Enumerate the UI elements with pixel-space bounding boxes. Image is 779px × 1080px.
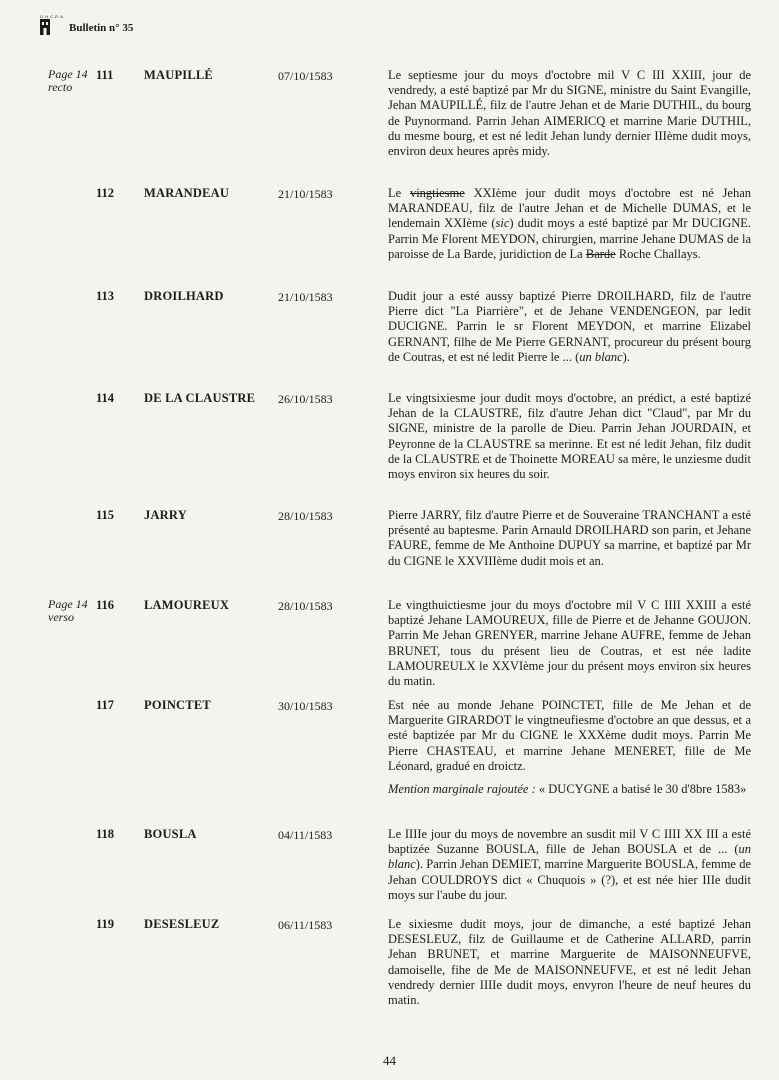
entry-number: 111 xyxy=(96,68,114,82)
entry-surname: POINCTET xyxy=(144,698,211,712)
page-ref-side: verso xyxy=(48,610,74,624)
entry-number: 116 xyxy=(96,598,115,612)
page-header xyxy=(40,14,133,35)
entry-number: 117 xyxy=(96,698,115,712)
text-part: ). Parrin Jehan DEMIET, marrine Marguerite BOUSLA, femme de Jehan COULDROYS dict « Chuquois » (?), et est née hier IIIe dudit moys sur l'aube du jour. xyxy=(388,857,751,902)
marginal-note-label: Mention marginale rajoutée : xyxy=(388,782,536,797)
entry-number: 113 xyxy=(96,289,115,303)
text-part: Dudit jour a esté aussy baptizé Pierre DROILHARD, filz de l'autre Pierre dict "La Piarrière", et de Jehane VENDENGEON, par ledit DUCIGNE. Parrin le sr Florent MEYDON, et marrine Elizabel GERNANT, filhe de Me Pierre GERNANT, procureur du présent bourg de Coutras, et est né ledit Pierre le ... ( xyxy=(388,289,751,364)
entry-number: 119 xyxy=(96,917,115,931)
text-part: ) dudit moys a esté baptizé par Mr DUCIGNE. Parrin Me Florent MEYDON, chirurgien, marrine Jehane DUMAS de la paroisse de La Barde, juridiction de La xyxy=(388,216,752,261)
entry-date: 26/10/1583 xyxy=(278,392,333,406)
page-ref-side: recto xyxy=(48,80,73,94)
marginal-note-text: « DUCYGNE a batisé le 30 d'8bre 1583» xyxy=(535,782,747,797)
page-ref-label: Page 14 xyxy=(48,597,88,611)
marginal-note xyxy=(388,782,751,797)
entry-date: 06/11/1583 xyxy=(278,918,333,932)
entry-surname: MAUPILLÉ xyxy=(144,68,213,82)
entry-surname: DROILHARD xyxy=(144,289,224,303)
entry-surname: JARRY xyxy=(144,508,187,522)
entry-text xyxy=(388,186,751,262)
castle-icon xyxy=(40,19,50,35)
entry-paragraph: Pierre JARRY, filz d'autre Pierre et de Souveraine TRANCHANT a esté présenté au baptesme. Parin Arnauld DROILHARD son parin, et Jehane FAURE, femme de Me Anthoine DUPUY sa marrine, et baptizé par Mr du CIGNE le XXVIIIème dudit mois et an. xyxy=(388,508,751,568)
entry-paragraph xyxy=(388,827,751,903)
entry-surname: DE LA CLAUSTRE xyxy=(144,391,256,405)
entry-paragraph: Le sixiesme dudit moys, jour de dimanche, a esté baptizé Jehan DESESLEUZ, filz de Guillaume et de Catherine ALLARD, parrin Jehan BRUNET, et marrine Marguerite de MAISONNEUFVE, damoiselle, fihe de Me de MAISONNEUFVE, et est né ledit Jehan vendredy dernier IIIIe dudit moys, envyron l'heure de neuf heures du matin. xyxy=(388,917,751,1008)
entry-date: 30/10/1583 xyxy=(278,699,333,713)
bulletin-title: Bulletin n° 35 xyxy=(69,22,134,34)
entry-number: 115 xyxy=(96,508,115,522)
logo-text: G.H.C.R.A. xyxy=(40,14,66,19)
text-part: Roche Challays. xyxy=(615,246,701,261)
page-number: 44 xyxy=(383,1053,396,1068)
entry-surname: DESESLEUZ xyxy=(144,917,220,931)
entry-date: 07/10/1583 xyxy=(278,69,333,83)
struck-word: vingtiesme xyxy=(409,186,465,200)
entry-number: 114 xyxy=(96,391,115,405)
page-reference xyxy=(48,598,88,624)
entry-paragraph: Le vingthuictiesme jour du moys d'octobre mil V C IIII XXIII a esté baptizé Jehane LAMOUREUX, fille de Pierre et de Jehanne GOUJON. Parrin Me Jehan GRENYER, marrine Jehane AUFRE, femme de Jehan BRUNET, tous du présent lieu de Coutras, et est née ladite LAMOUREULX le XXVIème jour du présent moys environ six heures du matin. xyxy=(388,598,751,689)
entry-surname: MARANDEAU xyxy=(144,186,230,200)
entry-date: 04/11/1583 xyxy=(278,828,333,842)
entry-text xyxy=(388,289,751,365)
entry-surname: BOUSLA xyxy=(144,827,197,841)
entry-number: 118 xyxy=(96,827,115,841)
entry-paragraph xyxy=(388,289,751,365)
struck-word: Barde xyxy=(585,246,616,261)
text-part: Le xyxy=(388,186,410,200)
page-ref-label: Page 14 xyxy=(48,67,88,81)
entry-paragraph: Le septiesme jour du moys d'octobre mil V C III XXIII, jour de vendredy, a esté baptizé par Mr du SIGNE, ministre du Saint Evangille, Jehan MAUPILLÉ, filz de l'autre Jehan et de Marie DUTHIL, du bourg de Puynormand. Parrin Jehan AIMERICQ et marrine Marie DUTHIL, du mesme bourg, et est né ledit Jehan lundy dernier IIIème dudit moys, environ deux heures après midy. xyxy=(388,68,751,159)
text-part: XXIème jour dudit moys d'octobre est né Jehan MARANDEAU, filz de l'autre Jehan et de Michelle DUMAS, et le lendemain XXIème ( xyxy=(388,186,751,231)
entry-paragraph: Le vingtsixiesme jour dudit moys d'octobre, an prédict, a esté baptizé Jehan de la CLAUSTRE, filz d'autre Jehan dict "Claud", par Mr du SIGNE, ministre de la parolle de Dieu. Parrin Jehan JOURDAIN, et Peyronne de la CLAUSTRE sa merinne. Et est né ledit Jehan, filz dudit de la CLAUSTRE et de Thoinette MOREAU sa mère, le unziesme dudit moys environ six heures du soir. xyxy=(388,391,751,482)
entry-surname: LAMOUREUX xyxy=(144,598,230,612)
entry-text xyxy=(388,598,751,689)
entry-paragraph xyxy=(388,186,751,262)
entry-text xyxy=(388,698,751,797)
page-reference xyxy=(48,68,88,94)
entry-paragraph: Est née au monde Jehane POINCTET, fille de Me Jehan et de Marguerite GIRARDOT le vingtneufiesme d'octobre an que dessus, et a esté baptizée par Mr du CIGNE le XXXème dudit moys. Parrin Me Pierre CHASTEAU, et marrine Jehane MENERET, fille de Me Léonard, gradué en droictz. xyxy=(388,698,751,773)
blank-note: un blanc xyxy=(388,842,751,872)
blank-note: un blanc xyxy=(579,349,623,364)
entry-date: 28/10/1583 xyxy=(278,509,333,523)
entry-text xyxy=(388,917,751,1008)
entry-text xyxy=(388,508,751,569)
text-part: Le IIIIe jour du moys de novembre an susdit mil V C IIII XX III a esté baptizée Suzanne BOUSLA, fille de Jehan BOUSLA et de ... ( xyxy=(388,827,751,857)
society-logo xyxy=(40,14,65,35)
entry-date: 21/10/1583 xyxy=(278,290,333,304)
entry-number: 112 xyxy=(96,186,115,200)
entry-text xyxy=(388,827,751,903)
text-part: ). xyxy=(622,349,630,364)
entry-date: 21/10/1583 xyxy=(278,187,333,201)
sic-note: sic xyxy=(495,216,510,231)
entry-text xyxy=(388,68,751,159)
entry-text xyxy=(388,391,751,482)
entry-date: 28/10/1583 xyxy=(278,599,333,613)
